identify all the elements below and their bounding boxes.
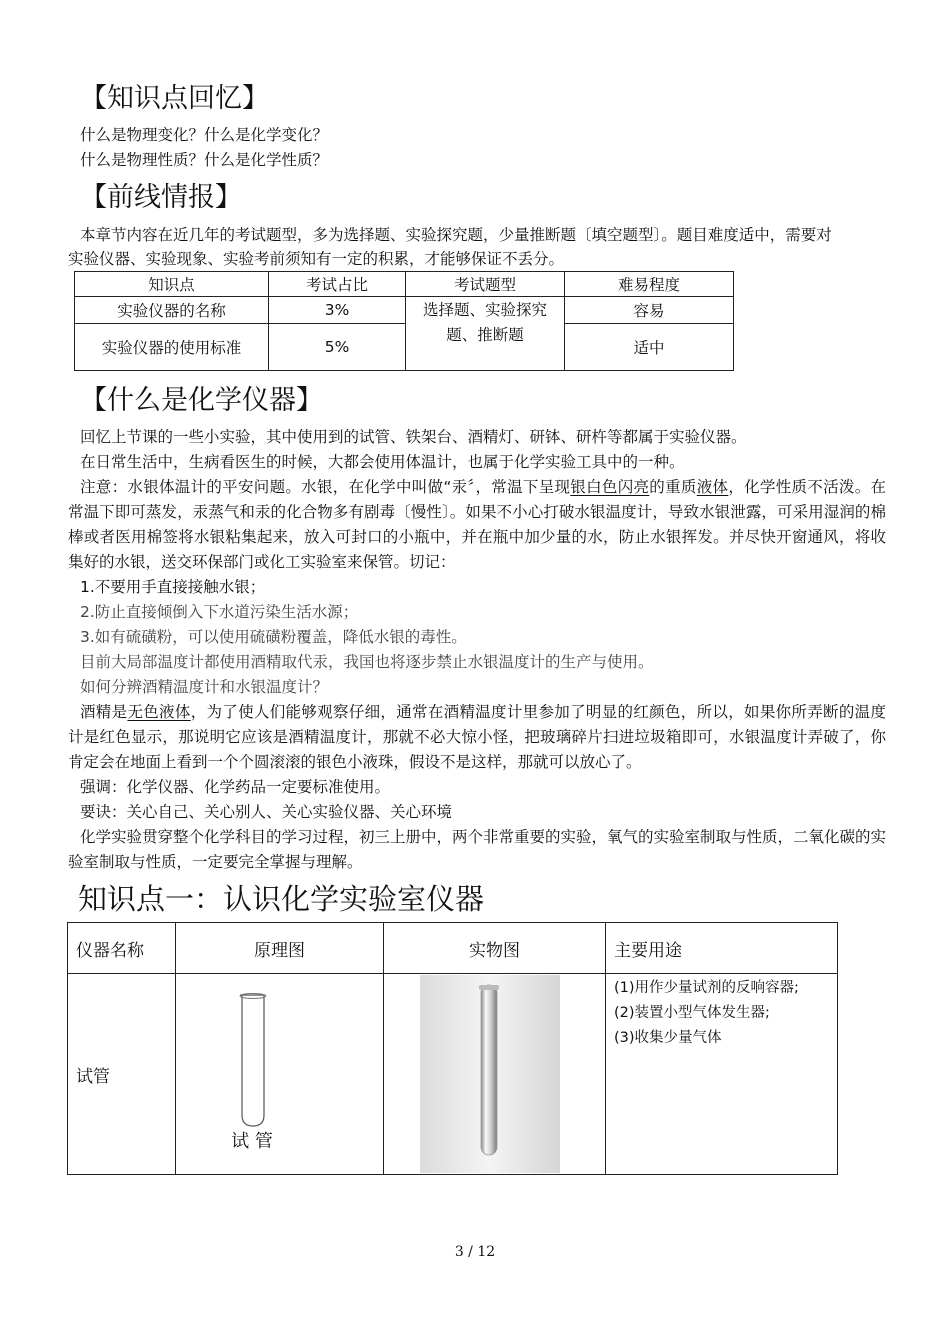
diagram-cell xyxy=(176,974,384,1175)
p3-underline-liquid: 液体 xyxy=(696,478,729,496)
p3-text-c: ，化学性质不活泼。在常温下即可蒸发，汞蒸气和汞的化合物多有剧毒〔慢性〕。如果不小心打破水银温度计，导致水银泄露，可采用湿润的棉棒或者医用棉签将水银粘集起来，放入可封口的小瓶中，并在瓶中加少量的水，防止水银挥发。并尽快开窗通风，将收集好的水银，送交环保部门或化工实验室来保管。切记： xyxy=(68,478,886,571)
body-paragraph-1: 回忆上节课的一些小实验，其中使用到的试管、铁架台、酒精灯、研钵、研杵等都属于实验仪器。 xyxy=(80,428,747,446)
instrument-table xyxy=(67,922,838,1175)
photo-cell xyxy=(384,974,606,1175)
body-paragraph-9: 化学实验贯穿整个化学科目的学习过程，初三上册中，两个非常重要的实验，氧气的实验室制取与性质，二氧化碳的实验室制取与性质，一定要完全掌握与理解。 xyxy=(68,828,887,871)
p3-underline-silver: 银白色闪亮 xyxy=(570,478,650,496)
header-diagram: 原理图 xyxy=(176,923,384,974)
instrument-name: 试管 xyxy=(68,974,176,1175)
row2-difficulty: 适中 xyxy=(565,324,734,371)
p3-text-b: 的重质 xyxy=(649,478,697,496)
p6-text-a: 酒精是 xyxy=(80,703,128,721)
diagram-label: 试 管 xyxy=(231,1131,273,1152)
recall-title: 【知识点回忆】 xyxy=(80,83,269,114)
header-difficulty: 难易程度 xyxy=(565,272,734,297)
page-number: 3 / 12 xyxy=(454,1244,496,1260)
tip-1: 1.不要用手直接接触水银； xyxy=(80,578,266,596)
knowledge-point-1-title: 知识点一：认识化学实验室仪器 xyxy=(78,882,485,916)
table-row xyxy=(75,297,734,324)
header-share: 考试占比 xyxy=(269,272,406,297)
exam-table xyxy=(74,271,734,371)
recall-question-2: 什么是物理性质？什么是化学性质？ xyxy=(80,151,329,169)
row2-topic: 实验仪器的使用标准 xyxy=(75,324,269,371)
use-2: (2)装置小型气体发生器; xyxy=(614,1005,770,1021)
instrument-table-header xyxy=(68,923,838,974)
p6-text-b: ，为了使人们能够观察仔细，通常在酒精温度计里参加了明显的红颜色，所以，如果你所弄断的温度计是红色显示，那说明它应该是酒精温度计，那就不必大惊小怪，把玻璃碎片扫进垃圾箱即可，水银温度计弄破了，你肯定会在地面上看到一个个圆滚滚的银色小液珠，假设不是这样，那就可以放心了。 xyxy=(68,703,886,771)
header-photo: 实物图 xyxy=(384,923,606,974)
tip-2: 2.防止直接倾倒入下水道污染生活水源； xyxy=(80,603,359,621)
frontline-line-1: 本章节内容在近几年的考试题型，多为选择题、实验探究题，少量推断题〔填空题型〕。题目难度适中，需要对 xyxy=(80,226,832,244)
exam-type-cell xyxy=(406,297,565,371)
row1-share: 3% xyxy=(269,297,406,324)
row2-share: 5% xyxy=(269,324,406,371)
body-paragraph-6 xyxy=(68,700,886,775)
frontline-title: 【前线情报】 xyxy=(80,182,242,213)
recall-question-1: 什么是物理变化？什么是化学变化？ xyxy=(80,126,329,144)
use-3: (3)收集少量气体 xyxy=(614,1030,722,1046)
table-row xyxy=(68,974,838,1175)
exam-type-line-2: 题、推断题 xyxy=(446,326,524,344)
body-paragraph-7: 强调：化学仪器、化学药品一定要标准使用。 xyxy=(80,778,391,796)
row1-topic: 实验仪器的名称 xyxy=(75,297,269,324)
header-name: 仪器名称 xyxy=(68,923,176,974)
p6-underline-colorless: 无色液体 xyxy=(127,703,191,721)
what-is-instrument-title: 【什么是化学仪器】 xyxy=(80,385,323,416)
body-paragraph-2: 在日常生活中，生病看医生的时候，大都会使用体温计，也属于化学实验工具中的一种。 xyxy=(80,453,685,471)
exam-type-line-1: 选择题、实验探究 xyxy=(422,301,547,319)
table-row xyxy=(75,324,734,371)
header-type: 考试题型 xyxy=(406,272,565,297)
test-tube-photo xyxy=(384,975,603,1173)
uses-cell xyxy=(606,974,838,1175)
use-1: (1)用作少量试剂的反响容器; xyxy=(614,980,799,996)
body-paragraph-4: 目前大局部温度计都使用酒精取代汞，我国也将逐步禁止水银温度计的生产与使用。 xyxy=(80,653,654,671)
exam-table-header xyxy=(75,272,734,297)
frontline-line-2: 实验仪器、实验现象、实验考前须知有一定的积累，才能够保证不丢分。 xyxy=(68,250,565,268)
tip-3: 3.如有硫磺粉，可以使用硫磺粉覆盖，降低水银的毒性。 xyxy=(80,628,467,646)
row1-difficulty: 容易 xyxy=(565,297,734,324)
header-uses: 主要用途 xyxy=(606,923,838,974)
header-topic: 知识点 xyxy=(75,272,269,297)
body-paragraph-3 xyxy=(68,475,886,575)
p3-text-a: 注意：水银体温计的平安问题。水银，在化学中叫做“汞〞，常温下呈现 xyxy=(80,478,571,496)
body-paragraph-8: 要诀：关心自己、关心别人、关心实验仪器、关心环境 xyxy=(80,803,453,821)
body-paragraph-5: 如何分辨酒精温度计和水银温度计？ xyxy=(80,678,329,696)
